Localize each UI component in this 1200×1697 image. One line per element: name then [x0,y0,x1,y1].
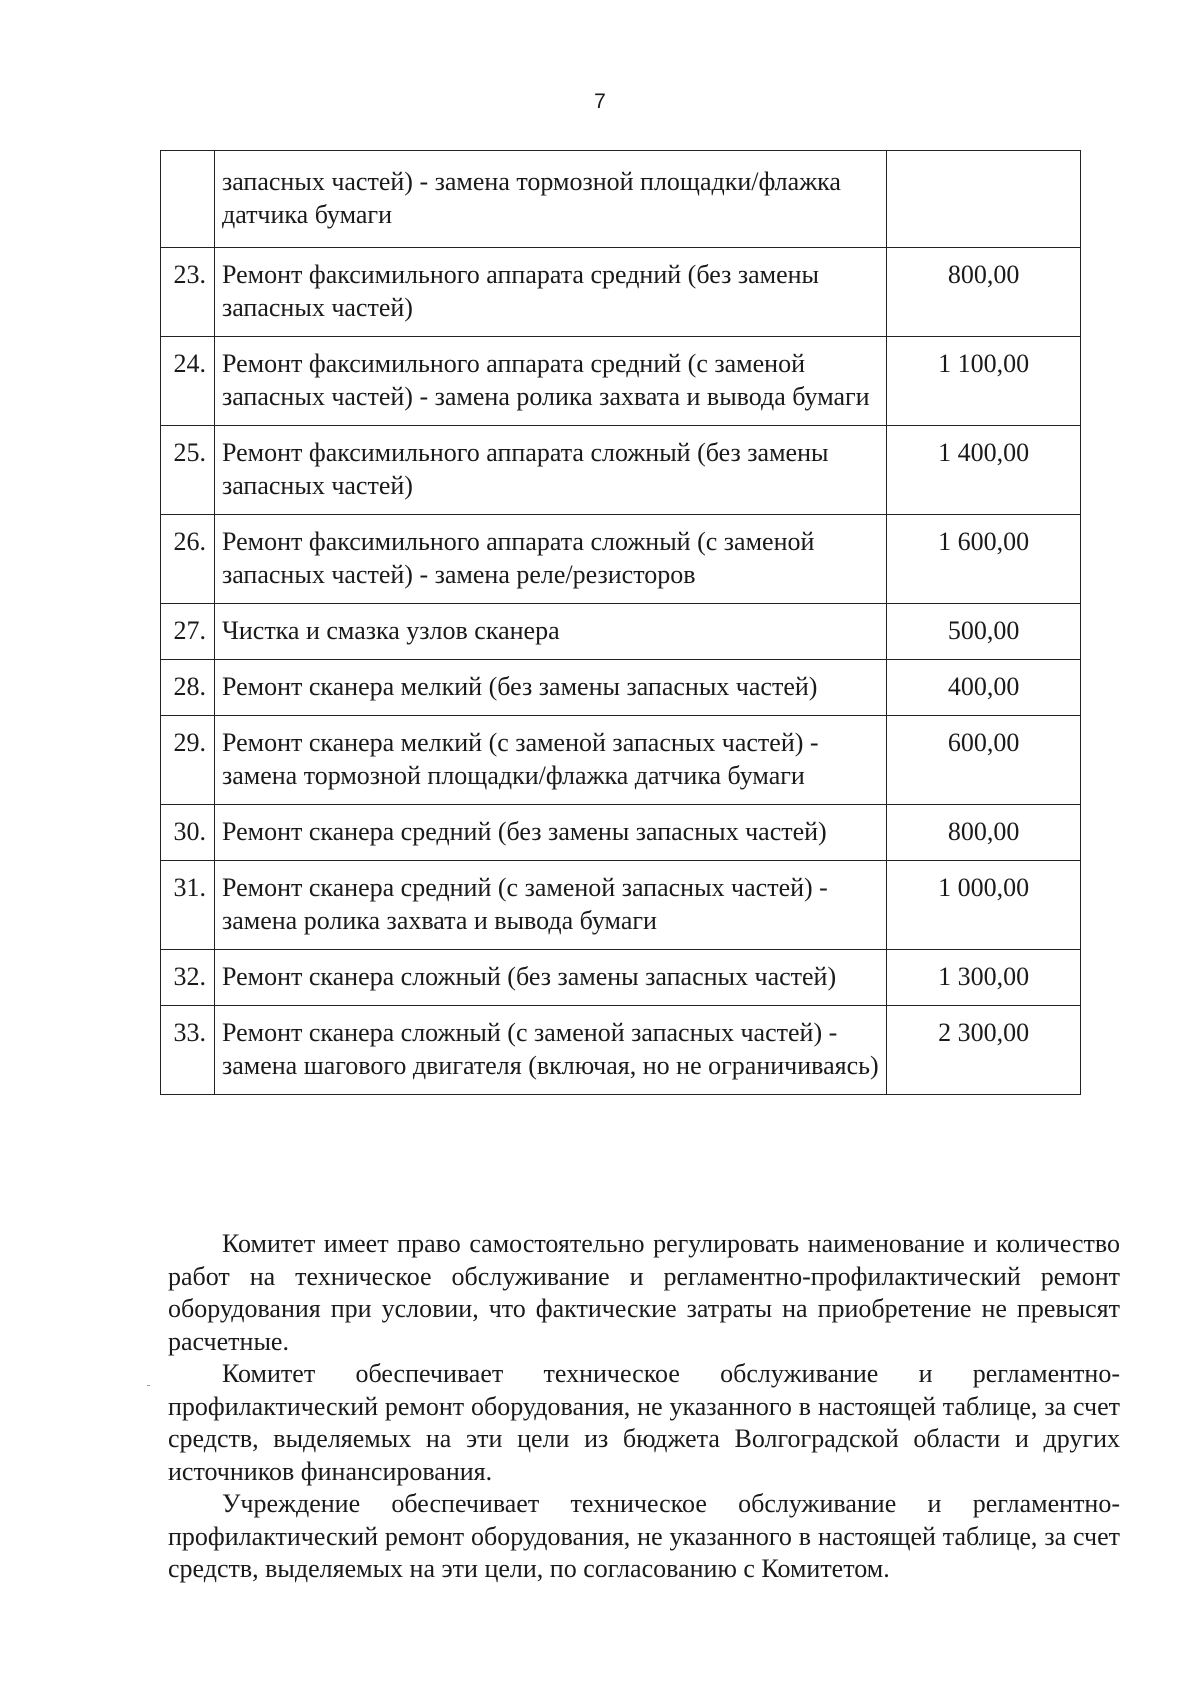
table-row [161,604,1081,660]
row-price: 800,00 [887,248,1081,337]
row-number: 28. [161,660,215,716]
row-description: Ремонт факсимильного аппарата сложный (с заменой запасных частей) - замена реле/резисторов [214,515,886,604]
row-number: 27. [161,604,215,660]
row-description: Ремонт сканера средний (с заменой запасных частей) - замена ролика захвата и вывода бумаги [214,861,886,950]
table-row [161,1006,1081,1095]
table-row [161,337,1081,426]
row-number: 26. [161,515,215,604]
row-price: 600,00 [887,716,1081,805]
row-number: 33. [161,1006,215,1095]
row-number: 29. [161,716,215,805]
page-number: 7 [594,90,606,113]
row-description: Чистка и смазка узлов сканера [214,604,886,660]
row-price: 1 000,00 [887,861,1081,950]
row-number: 30. [161,805,215,861]
table-row [161,426,1081,515]
paragraph: Комитет имеет право самостоятельно регулировать наименование и количество работ на техническое обслуживание и регламентно-профилактический ремонт оборудования при условии, что фактические затраты на приобретение не превысят расчетные. [168,1229,1120,1356]
table-row [161,660,1081,716]
row-price: 1 400,00 [887,426,1081,515]
row-price: 400,00 [887,660,1081,716]
row-description: Ремонт сканера сложный (с заменой запасных частей) - замена шагового двигателя (включая, но не ограничиваясь) [214,1006,886,1095]
row-description: запасных частей) - замена тормозной площадки/флажка датчика бумаги [214,151,886,248]
row-price: 1 100,00 [887,337,1081,426]
table-row [161,861,1081,950]
row-number: 23. [161,248,215,337]
row-description: Ремонт сканера сложный (без замены запасных частей) [214,950,886,1006]
row-price: 500,00 [887,604,1081,660]
table-row [161,151,1081,248]
row-number: 32. [161,950,215,1006]
price-table [160,150,1081,1095]
row-description: Ремонт сканера мелкий (с заменой запасных частей) - замена тормозной площадки/флажка датчика бумаги [214,716,886,805]
row-description: Ремонт факсимильного аппарата сложный (без замены запасных частей) [214,426,886,515]
row-description: Ремонт факсимильного аппарата средний (с заменой запасных частей) - замена ролика захвата и вывода бумаги [214,337,886,426]
row-price: 1 600,00 [887,515,1081,604]
table-row [161,805,1081,861]
paragraph: Учреждение обеспечивает техническое обслуживание и регламентно-профилактический ремонт оборудования, не указанного в настоящей таблице, за счет средств, выделяемых на эти цели, по согласованию с Комитетом. [168,1489,1120,1583]
row-number: 24. [161,337,215,426]
table-row [161,950,1081,1006]
notes-section [168,1228,1120,1586]
row-number: 31. [161,861,215,950]
paragraph: Комитет обеспечивает техническое обслуживание и регламентно-профилактический ремонт оборудования, не указанного в настоящей таблице, за счет средств, выделяемых на эти цели из бюджета Волгоградской области и других источников финансирования. [168,1359,1120,1486]
row-price: 800,00 [887,805,1081,861]
row-description: Ремонт сканера мелкий (без замены запасных частей) [214,660,886,716]
row-number [161,151,215,248]
row-description: Ремонт факсимильного аппарата средний (без замены запасных частей) [214,248,886,337]
row-number: 25. [161,426,215,515]
row-price: 1 300,00 [887,950,1081,1006]
table-row [161,248,1081,337]
row-price: 2 300,00 [887,1006,1081,1095]
table-row [161,716,1081,805]
table-row [161,515,1081,604]
row-price [887,151,1081,248]
scan-mark [147,1385,150,1386]
row-description: Ремонт сканера средний (без замены запасных частей) [214,805,886,861]
